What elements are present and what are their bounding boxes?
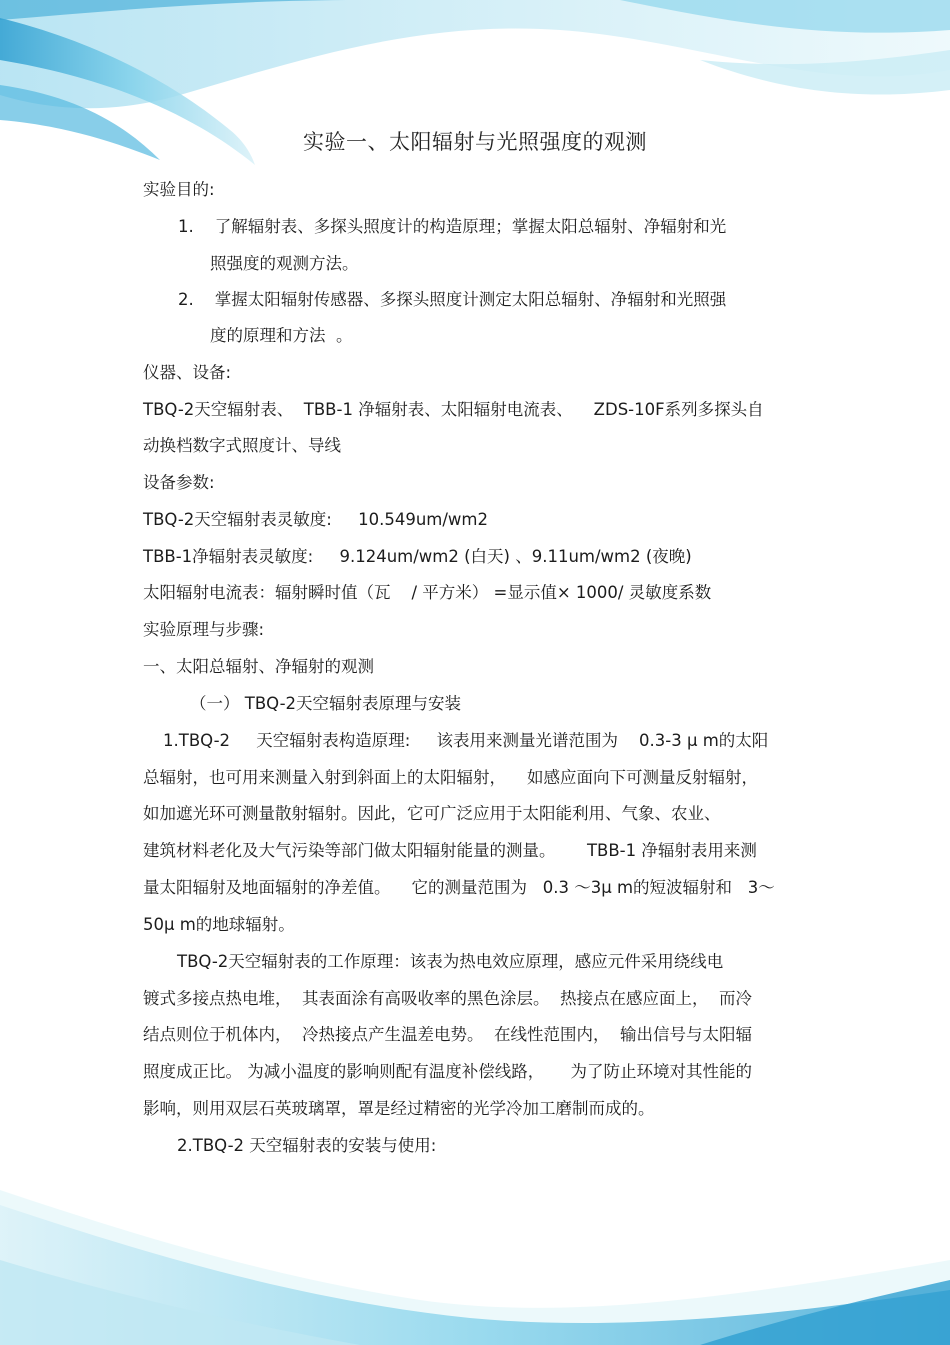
paragraph-line: 50μ m的地球辐射。 [143, 915, 295, 934]
paragraph-line: 镀式多接点热电堆， 其表面涂有高吸收率的黑色涂层。 热接点在感应面上， 而冷 [143, 989, 752, 1008]
paragraph-line: 照度成正比。 为减小温度的影响则配有温度补偿线路， 为了防止环境对其性能的 [143, 1062, 752, 1081]
paragraph-line: TBQ-2天空辐射表的工作原理：该表为热电效应原理，感应元件采用绕线电 [177, 952, 724, 971]
parameter-line: TBB-1净辐射表灵敏度: 9.124um/wm2 (白天) 、9.11um/wm2 (夜晚) [143, 547, 692, 566]
list-item: 2. 掌握太阳辐射传感器、多探头照度计测定太阳总辐射、净辐射和光照强 [178, 290, 727, 309]
subsection-heading: 一、太阳总辐射、净辐射的观测 [143, 657, 374, 676]
subsection-heading: 2.TBQ-2 天空辐射表的安装与使用: [177, 1136, 437, 1155]
paragraph-line: 量太阳辐射及地面辐射的净差值。 它的测量范围为 0.3 ～3μ m的短波辐射和 3～ [143, 878, 775, 897]
subsection-heading: （一） TBQ-2天空辐射表原理与安装 [190, 694, 462, 713]
section-heading-parameters: 设备参数: [143, 473, 215, 492]
paragraph-line: 建筑材料老化及大气污染等部门做太阳辐射能量的测量。 TBB-1 净辐射表用来测 [143, 841, 757, 860]
paragraph-line: 1.TBQ-2 天空辐射表构造原理: 该表用来测量光谱范围为 0.3-3 μ m的太阳 [163, 731, 769, 750]
paragraph-line: 结点则位于机体内， 冷热接点产生温差电势。 在线性范围内， 输出信号与太阳辐 [143, 1025, 752, 1044]
parameter-line: 太阳辐射电流表：辐射瞬时值（瓦 / 平方米） =显示值× 1000/ 灵敏度系数 [143, 583, 712, 602]
paragraph-line: 如加遮光环可测量散射辐射。因此，它可广泛应用于太阳能利用、气象、农业、 [143, 804, 721, 823]
list-item-continuation: 度的原理和方法 。 [210, 326, 353, 345]
paragraph-line: TBQ-2天空辐射表、 TBB-1 净辐射表、太阳辐射电流表、 ZDS-10F系列多探头自 [143, 400, 764, 419]
list-item-continuation: 照强度的观测方法。 [210, 254, 359, 273]
section-heading-purpose: 实验目的: [143, 180, 215, 199]
paragraph-line: 动换档数字式照度计、导线 [143, 436, 341, 455]
paragraph-line: 影响，则用双层石英玻璃罩，罩是经过精密的光学冷加工磨制而成的。 [143, 1099, 655, 1118]
parameter-line: TBQ-2天空辐射表灵敏度: 10.549um/wm2 [143, 510, 488, 529]
section-heading-equipment: 仪器、设备: [143, 363, 232, 382]
list-item: 1. 了解辐射表、多探头照度计的构造原理；掌握太阳总辐射、净辐射和光 [178, 217, 727, 236]
document-title: 实验一、太阳辐射与光照强度的观测 [303, 130, 647, 154]
section-heading-principle: 实验原理与步骤: [143, 620, 265, 639]
paragraph-line: 总辐射，也可用来测量入射到斜面上的太阳辐射， 如感应面向下可测量反射辐射， [143, 768, 758, 787]
